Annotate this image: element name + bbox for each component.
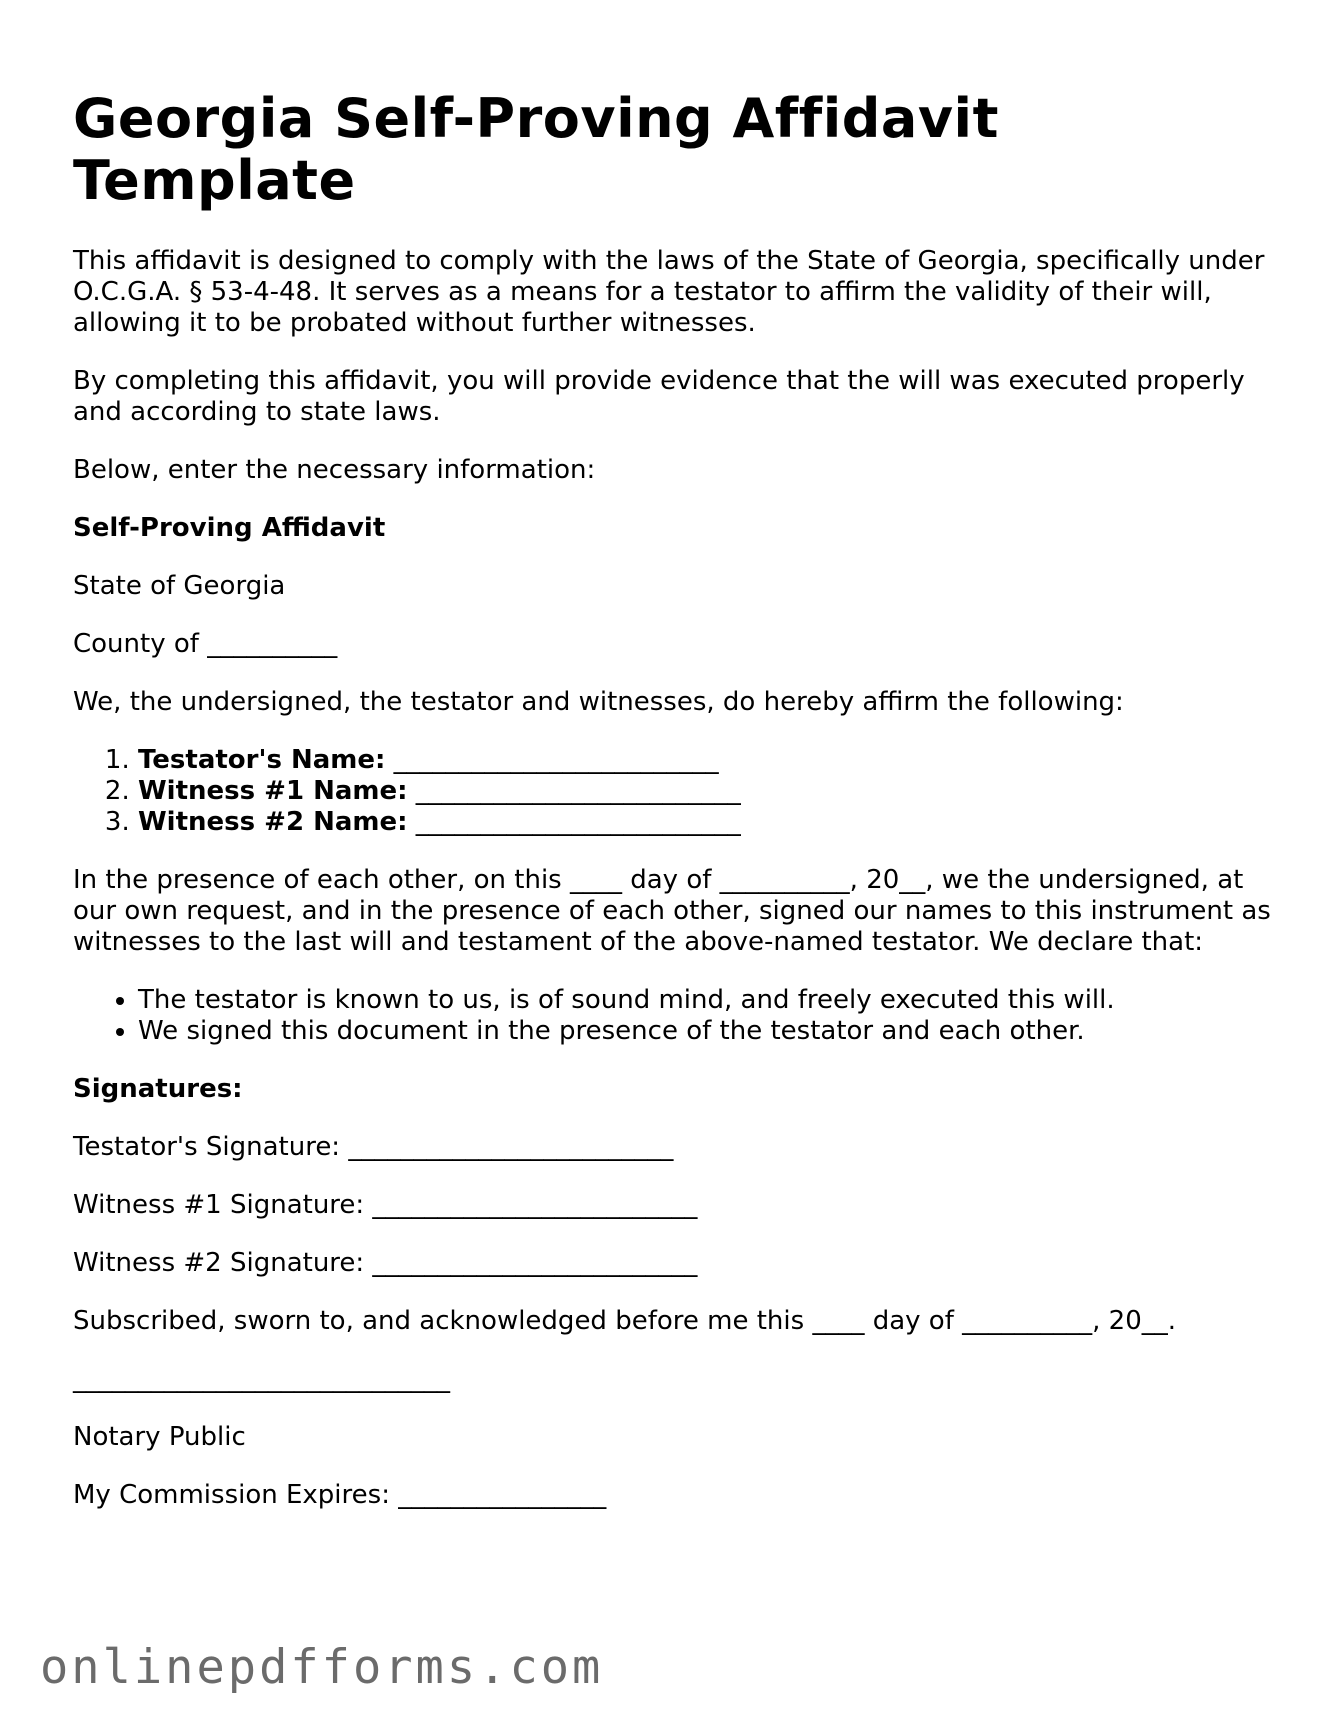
affirmation-text: We, the undersigned, the testator and witnesses, do hereby affirm the following:	[73, 687, 1124, 717]
testator-signature-line: Testator's Signature: _________________________	[73, 1132, 674, 1162]
witness-2-name-label: Witness #2 Name:	[138, 807, 408, 837]
names-list	[73, 745, 1273, 838]
list-item: • We signed this document in the presence of the testator and each other.	[138, 1016, 1273, 1047]
witness-2-signature-line: Witness #2 Signature: _________________________	[73, 1248, 698, 1278]
witness-2-name-blank: _________________________	[415, 807, 741, 837]
county-line: County of __________	[73, 629, 338, 659]
intro-paragraph-2: By completing this affidavit, you will provide evidence that the will was executed properly and according to state laws.	[73, 366, 1245, 427]
list-item	[138, 807, 1273, 838]
subscribed-line: Subscribed, sworn to, and acknowledged before me this ____ day of __________, 20__.	[73, 1306, 1176, 1336]
list-item	[138, 776, 1273, 807]
state-line: State of Georgia	[73, 571, 286, 601]
notary-label: Notary Public	[73, 1422, 246, 1452]
witness-1-name-label: Witness #1 Name:	[138, 776, 408, 806]
watermark: onlinepdfforms.com	[40, 1640, 604, 1695]
testator-name-label: Testator's Name:	[138, 745, 386, 775]
list-item	[138, 745, 1273, 776]
intro-paragraph-1: This affidavit is designed to comply with the laws of the State of Georgia, specifically under O.C.G.A. § 53-4-48. It serves as a means for a testator to affirm the validity of their will, allowing it to be probated without further witnesses.	[73, 246, 1265, 338]
declarations-list	[73, 985, 1273, 1047]
testator-name-blank: _________________________	[393, 745, 719, 775]
list-item: • The testator is known to us, is of sound mind, and freely executed this will.	[138, 985, 1273, 1016]
document-title: Georgia Self-Proving Affidavit Template	[73, 87, 999, 212]
presence-paragraph: In the presence of each other, on this ____ day of __________, 20__, we the undersigned, at our own request, and in the presence of each other, signed our names to this instrument as witnesses to the last will and testament of the above-named testator. We declare that:	[73, 865, 1271, 957]
affidavit-heading: Self-Proving Affidavit	[73, 513, 386, 543]
witness-1-name-blank: _________________________	[415, 776, 741, 806]
intro-paragraph-3: Below, enter the necessary information:	[73, 455, 596, 485]
document-page	[73, 88, 1273, 1538]
notary-signature-line: _____________________________	[73, 1364, 450, 1394]
witness-1-signature-line: Witness #1 Signature: _________________________	[73, 1190, 698, 1220]
commission-expires-line: My Commission Expires: ________________	[73, 1480, 607, 1510]
signatures-heading: Signatures:	[73, 1074, 243, 1104]
